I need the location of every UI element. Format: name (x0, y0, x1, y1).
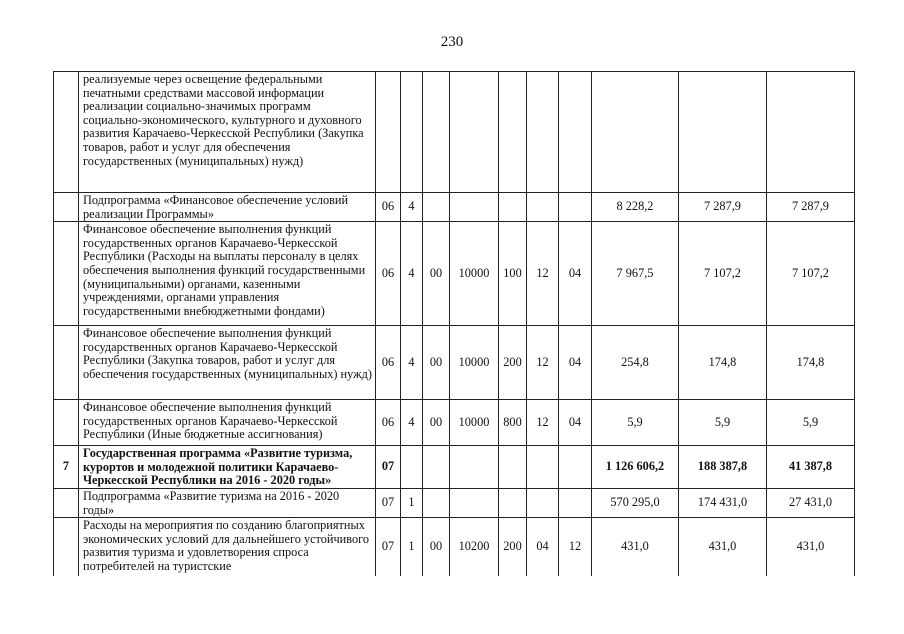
amount-year3-cell (767, 72, 855, 193)
main-event-code-cell (423, 488, 450, 517)
subsection-code-cell (559, 72, 592, 193)
amount-year2-cell: 188 387,8 (679, 446, 767, 489)
amount-year3-cell: 7 107,2 (767, 222, 855, 326)
row-number-cell (54, 193, 79, 222)
budget-table (53, 71, 855, 576)
section-code-cell: 07 (376, 446, 401, 489)
main-event-code-cell (423, 193, 450, 222)
section-code-cell: 06 (376, 193, 401, 222)
table-row (54, 488, 855, 517)
row-number-cell (54, 222, 79, 326)
amount-year2-cell: 7 287,9 (679, 193, 767, 222)
expense-name-cell: Государственная программа «Развитие туризма, курортов и молодежной политики Карачаево-Черкесской Республики на 2016 - 2020 годы» (79, 446, 376, 489)
row-number-cell (54, 400, 79, 446)
table-row (54, 518, 855, 576)
chapter-code-cell: 12 (527, 400, 559, 446)
section-code-cell: 06 (376, 400, 401, 446)
section-code-cell: 06 (376, 222, 401, 326)
section-code-cell: 06 (376, 326, 401, 400)
expense-type-code-cell: 200 (499, 326, 527, 400)
subsection-code-cell (559, 446, 592, 489)
main-event-code-cell: 00 (423, 326, 450, 400)
subprogram-code-cell: 4 (401, 222, 423, 326)
subsection-code-cell: 04 (559, 222, 592, 326)
chapter-code-cell: 12 (527, 222, 559, 326)
amount-year2-cell: 174 431,0 (679, 488, 767, 517)
amount-year2-cell: 174,8 (679, 326, 767, 400)
chapter-code-cell: 12 (527, 326, 559, 400)
subsection-code-cell: 04 (559, 400, 592, 446)
expense-name-cell: Расходы на мероприятия по созданию благоприятных экономических условий для дальнейшего устойчивого развития туризма и удовлетворения спроса потребителей на туристские (79, 518, 376, 576)
table-row (54, 72, 855, 193)
expense-name-cell: Подпрограмма «Развитие туризма на 2016 - 2020 годы» (79, 488, 376, 517)
expense-name-cell: Финансовое обеспечение выполнения функций государственных органов Карачаево-Черкесской Республики (Расходы на выплаты персоналу в целях обеспечения выполнения функций государственными (муниципальными) органами, казенными учреждениями, органами управления государственными внебюджетными фондами) (79, 222, 376, 326)
subprogram-code-cell: 1 (401, 518, 423, 576)
amount-year3-cell: 174,8 (767, 326, 855, 400)
section-code-cell (376, 72, 401, 193)
subsection-code-cell (559, 488, 592, 517)
row-number-cell (54, 488, 79, 517)
amount-year1-cell: 8 228,2 (592, 193, 679, 222)
subprogram-code-cell: 1 (401, 488, 423, 517)
subsection-code-cell (559, 193, 592, 222)
row-number-cell (54, 326, 79, 400)
subprogram-code-cell: 4 (401, 400, 423, 446)
expense-name-cell: Подпрограмма «Финансовое обеспечение условий реализации Программы» (79, 193, 376, 222)
amount-year2-cell: 431,0 (679, 518, 767, 576)
direction-code-cell: 10000 (450, 326, 499, 400)
main-event-code-cell: 00 (423, 518, 450, 576)
row-number-cell: 7 (54, 446, 79, 489)
table-body (54, 72, 855, 576)
main-event-code-cell: 00 (423, 400, 450, 446)
expense-type-code-cell: 200 (499, 518, 527, 576)
subsection-code-cell: 04 (559, 326, 592, 400)
expense-type-code-cell (499, 488, 527, 517)
amount-year1-cell (592, 72, 679, 193)
amount-year1-cell: 5,9 (592, 400, 679, 446)
subprogram-code-cell (401, 446, 423, 489)
amount-year1-cell: 254,8 (592, 326, 679, 400)
direction-code-cell (450, 72, 499, 193)
amount-year3-cell: 431,0 (767, 518, 855, 576)
amount-year2-cell: 5,9 (679, 400, 767, 446)
expense-name-cell: реализуемые через освещение федеральными печатными средствами массовой информации реализации социально-значимых программ социально-экономического, культурного и духовного развития Карачаево-Черкесской Республики (Закупка товаров, работ и услуг для обеспечения государственных (муниципальных) нужд) (79, 72, 376, 193)
amount-year3-cell: 5,9 (767, 400, 855, 446)
subprogram-code-cell (401, 72, 423, 193)
subsection-code-cell: 12 (559, 518, 592, 576)
chapter-code-cell (527, 488, 559, 517)
direction-code-cell (450, 446, 499, 489)
main-event-code-cell (423, 446, 450, 489)
section-code-cell: 07 (376, 488, 401, 517)
expense-type-code-cell (499, 446, 527, 489)
amount-year3-cell: 41 387,8 (767, 446, 855, 489)
subprogram-code-cell: 4 (401, 326, 423, 400)
amount-year2-cell: 7 107,2 (679, 222, 767, 326)
amount-year1-cell: 431,0 (592, 518, 679, 576)
row-number-cell (54, 518, 79, 576)
expense-name-cell: Финансовое обеспечение выполнения функций государственных органов Карачаево-Черкесской Республики (Иные бюджетные ассигнования) (79, 400, 376, 446)
table-row (54, 193, 855, 222)
expense-type-code-cell (499, 72, 527, 193)
chapter-code-cell (527, 193, 559, 222)
main-event-code-cell (423, 72, 450, 193)
amount-year1-cell: 1 126 606,2 (592, 446, 679, 489)
section-code-cell: 07 (376, 518, 401, 576)
page-number: 230 (440, 34, 464, 50)
amount-year3-cell: 7 287,9 (767, 193, 855, 222)
amount-year3-cell: 27 431,0 (767, 488, 855, 517)
direction-code-cell: 10000 (450, 222, 499, 326)
table-row (54, 400, 855, 446)
chapter-code-cell: 04 (527, 518, 559, 576)
row-number-cell (54, 72, 79, 193)
subprogram-code-cell: 4 (401, 193, 423, 222)
page-bottom-margin (0, 578, 904, 634)
amount-year1-cell: 570 295,0 (592, 488, 679, 517)
direction-code-cell (450, 193, 499, 222)
expense-type-code-cell: 100 (499, 222, 527, 326)
expense-type-code-cell: 800 (499, 400, 527, 446)
amount-year2-cell (679, 72, 767, 193)
table-row (54, 446, 855, 489)
direction-code-cell (450, 488, 499, 517)
direction-code-cell: 10200 (450, 518, 499, 576)
direction-code-cell: 10000 (450, 400, 499, 446)
amount-year1-cell: 7 967,5 (592, 222, 679, 326)
expense-name-cell: Финансовое обеспечение выполнения функций государственных органов Карачаево-Черкесской Республики (Закупка товаров, работ и услуг для обеспечения государственных (муниципальных) нужд) (79, 326, 376, 400)
table-row (54, 222, 855, 326)
chapter-code-cell (527, 446, 559, 489)
table-row (54, 326, 855, 400)
main-event-code-cell: 00 (423, 222, 450, 326)
chapter-code-cell (527, 72, 559, 193)
expense-type-code-cell (499, 193, 527, 222)
